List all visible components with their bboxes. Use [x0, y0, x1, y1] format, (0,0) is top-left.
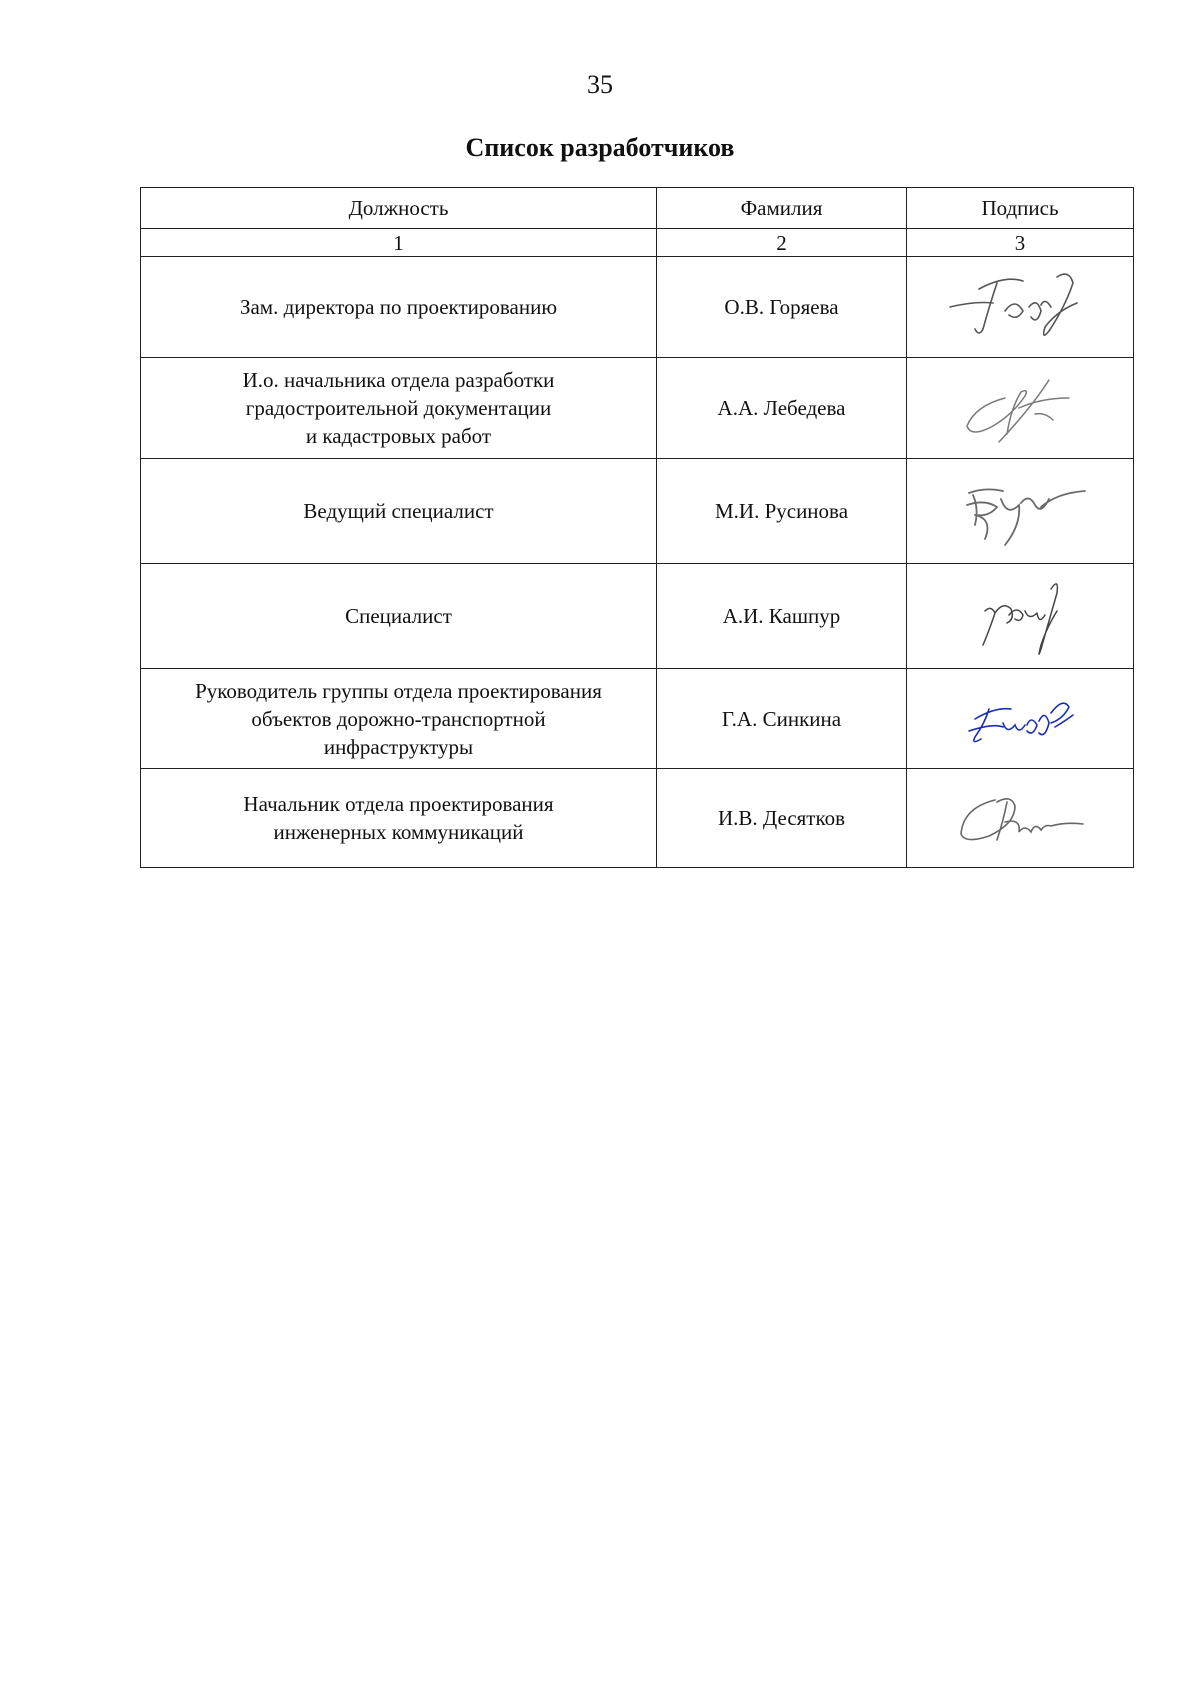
signature-cell: [907, 564, 1134, 669]
name-cell: М.И. Русинова: [657, 459, 907, 564]
position-cell: Начальник отдела проектирования инженерных коммуникаций: [141, 769, 657, 868]
signature-cell: [907, 459, 1134, 564]
position-cell: Ведущий специалист: [141, 459, 657, 564]
developers-table: [140, 187, 1134, 868]
table-row: [141, 669, 1134, 769]
table-row: [141, 564, 1134, 669]
position-cell: Руководитель группы отдела проектирования объектов дорожно-транспортной инфраструктуры: [141, 669, 657, 769]
table-row: [141, 459, 1134, 564]
table-row: [141, 769, 1134, 868]
position-cell: И.о. начальника отдела разработки градостроительной документации и кадастровых работ: [141, 358, 657, 459]
signature-cell: [907, 669, 1134, 769]
name-cell: И.В. Десятков: [657, 769, 907, 868]
name-cell: О.В. Горяева: [657, 257, 907, 358]
signature-image: [945, 368, 1095, 448]
signature-cell: [907, 257, 1134, 358]
page-number: 35: [587, 70, 613, 99]
signature-image: [945, 469, 1095, 553]
column-number: 1: [141, 229, 657, 257]
header-position: Должность: [141, 188, 657, 229]
signature-image: [945, 778, 1095, 858]
position-cell: Специалист: [141, 564, 657, 669]
signature-cell: [907, 769, 1134, 868]
name-cell: А.А. Лебедева: [657, 358, 907, 459]
column-number: 3: [907, 229, 1134, 257]
header-name: Фамилия: [657, 188, 907, 229]
header-signature: Подпись: [907, 188, 1134, 229]
signature-image: [945, 679, 1095, 759]
signature-image: [945, 267, 1095, 347]
document-title: Список разработчиков: [465, 133, 735, 162]
table-row: [141, 358, 1134, 459]
name-cell: Г.А. Синкина: [657, 669, 907, 769]
signature-image: [945, 571, 1095, 661]
name-cell: А.И. Кашпур: [657, 564, 907, 669]
column-number: 2: [657, 229, 907, 257]
table-header-row: [141, 188, 1134, 229]
position-cell: Зам. директора по проектированию: [141, 257, 657, 358]
column-number-row: [141, 229, 1134, 257]
table-row: [141, 257, 1134, 358]
signature-cell: [907, 358, 1134, 459]
